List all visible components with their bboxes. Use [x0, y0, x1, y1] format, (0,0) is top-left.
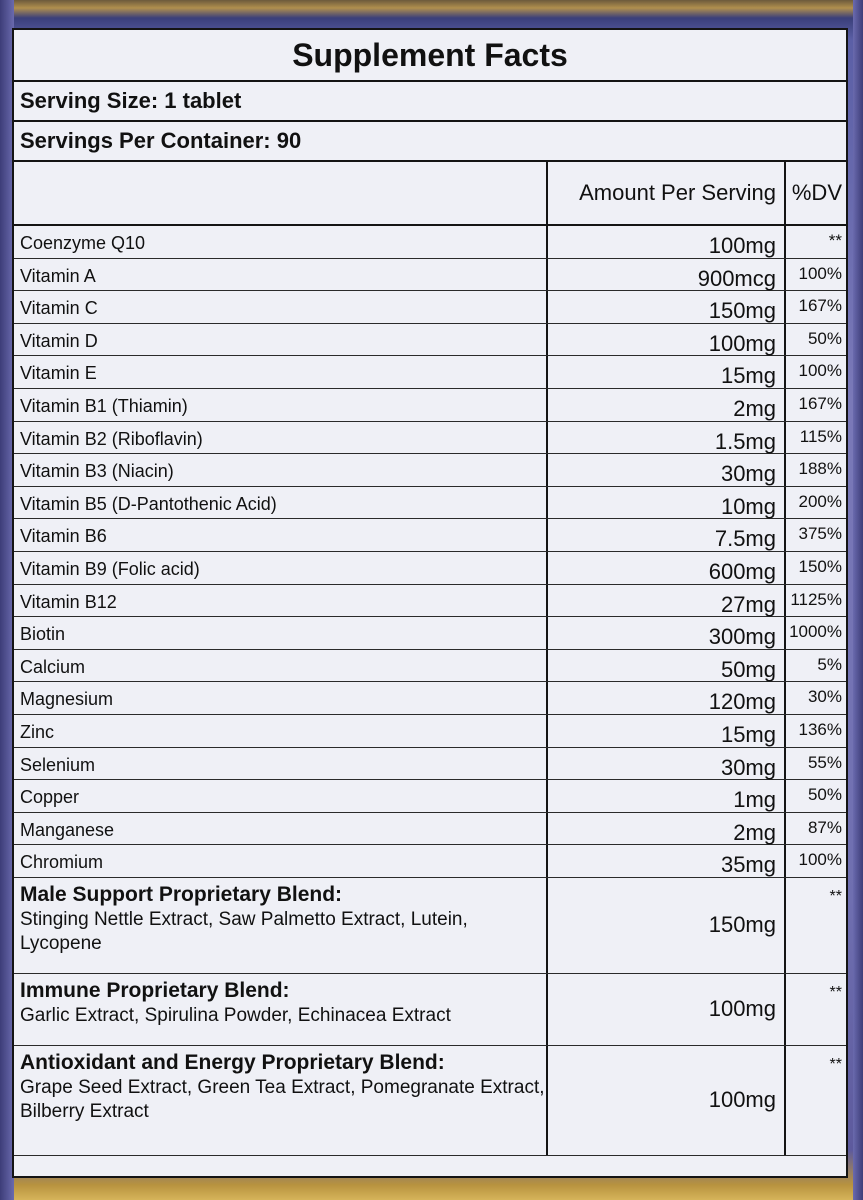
servings-per-container: Servings Per Container: 90: [14, 122, 846, 162]
blend-title: Male Support Proprietary Blend:: [20, 882, 343, 906]
table-row: [14, 748, 846, 781]
blend-dv: **: [829, 887, 842, 905]
nutrient-name: Vitamin B9 (Folic acid): [14, 552, 548, 584]
nutrient-name: Vitamin C: [14, 291, 548, 323]
nutrient-amount: 50mg: [548, 650, 786, 682]
nutrient-dv: 1000%: [789, 622, 842, 642]
table-row: [14, 813, 846, 846]
nutrient-name: Coenzyme Q10: [14, 226, 548, 258]
nutrient-amount: 1mg: [548, 780, 786, 812]
nutrient-name: Vitamin D: [14, 324, 548, 356]
blend-row: [14, 1046, 846, 1156]
blend-title: Antioxidant and Energy Proprietary Blend:: [20, 1050, 445, 1074]
nutrient-amount: 30mg: [548, 748, 786, 780]
nutrient-dv: 200%: [798, 491, 842, 511]
nutrient-name: Vitamin B12: [14, 585, 548, 617]
table-row: [14, 291, 846, 324]
nutrient-amount: 120mg: [548, 682, 786, 714]
table-row: [14, 226, 846, 259]
table-row: [14, 356, 846, 389]
nutrient-name: Vitamin A: [14, 259, 548, 291]
nutrient-dv: 167%: [798, 393, 842, 413]
nutrient-dv: 55%: [807, 752, 842, 772]
nutrient-name: Calcium: [14, 650, 548, 682]
nutrient-dv: 50%: [807, 328, 842, 348]
table-row: [14, 454, 846, 487]
table-row: [14, 422, 846, 455]
table-row: [14, 682, 846, 715]
nutrient-name: Vitamin B6: [14, 519, 548, 551]
table-row: [14, 389, 846, 422]
blend-ingredients: Garlic Extract, Spirulina Powder, Echinacea Extract: [20, 1004, 451, 1026]
blend-ingredients: Grape Seed Extract, Green Tea Extract, Pomegranate Extract, Bilberry Extract: [20, 1076, 545, 1122]
table-row: [14, 650, 846, 683]
nutrient-amount: 15mg: [548, 715, 786, 747]
blend-dv: **: [829, 1055, 842, 1073]
blend-title: Immune Proprietary Blend:: [20, 978, 290, 1002]
nutrient-amount: 2mg: [548, 389, 786, 421]
nutrient-dv: 87%: [807, 817, 842, 837]
nutrient-amount: 7.5mg: [548, 519, 786, 551]
nutrient-name: Vitamin E: [14, 356, 548, 388]
nutrient-dv: 115%: [799, 426, 842, 446]
nutrient-dv: 188%: [798, 459, 842, 479]
table-row: [14, 324, 846, 357]
nutrient-table: [14, 226, 846, 878]
bottle-edge-right: [853, 0, 863, 1200]
nutrient-amount: 300mg: [548, 617, 786, 649]
nutrient-dv: 375%: [798, 524, 842, 544]
blend-amount: 100mg: [548, 1046, 786, 1155]
nutrient-amount: 150mg: [548, 291, 786, 323]
nutrient-amount: 35mg: [548, 845, 786, 877]
nutrient-name: Chromium: [14, 845, 548, 877]
column-header-dv: %DV: [791, 180, 842, 205]
nutrient-name: Vitamin B3 (Niacin): [14, 454, 548, 486]
nutrient-dv: 100%: [798, 361, 842, 381]
nutrient-dv: 136%: [798, 719, 842, 739]
blend-row: [14, 974, 846, 1046]
nutrient-name: Biotin: [14, 617, 548, 649]
nutrient-amount: 27mg: [548, 585, 786, 617]
nutrient-dv: **: [828, 231, 842, 250]
nutrient-dv: 150%: [798, 556, 842, 576]
nutrient-name: Vitamin B1 (Thiamin): [14, 389, 548, 421]
table-row: [14, 617, 846, 650]
nutrient-amount: 30mg: [548, 454, 786, 486]
blend-name: [14, 1046, 548, 1155]
blend-amount: 150mg: [548, 878, 786, 973]
blend-table: [14, 878, 846, 1156]
blend-dv: **: [829, 983, 842, 1001]
nutrient-dv: 1125%: [790, 589, 842, 609]
table-row: [14, 259, 846, 292]
nutrient-dv: 30%: [807, 687, 842, 707]
table-row: [14, 487, 846, 520]
column-header-amount: Amount Per Serving: [548, 162, 786, 224]
column-header-row: [14, 162, 846, 226]
column-header-name: [14, 162, 548, 224]
table-row: [14, 845, 846, 878]
nutrient-amount: 15mg: [548, 356, 786, 388]
label-title: Supplement Facts: [14, 30, 846, 82]
nutrient-name: Vitamin B2 (Riboflavin): [14, 422, 548, 454]
nutrient-name: Magnesium: [14, 682, 548, 714]
nutrient-dv: 100%: [798, 850, 842, 870]
nutrient-amount: 100mg: [548, 226, 786, 258]
nutrient-amount: 1.5mg: [548, 422, 786, 454]
serving-size: Serving Size: 1 tablet: [14, 82, 846, 122]
blend-name: [14, 974, 548, 1045]
table-row: [14, 552, 846, 585]
nutrient-amount: 2mg: [548, 813, 786, 845]
blend-ingredients: Stinging Nettle Extract, Saw Palmetto Extract, Lutein, Lycopene: [20, 908, 468, 954]
nutrient-name: Zinc: [14, 715, 548, 747]
nutrient-amount: 100mg: [548, 324, 786, 356]
blend-row: [14, 878, 846, 974]
nutrient-amount: 600mg: [548, 552, 786, 584]
nutrient-dv: 5%: [817, 654, 842, 674]
supplement-facts-label: [12, 28, 848, 1178]
nutrient-name: Selenium: [14, 748, 548, 780]
table-row: [14, 715, 846, 748]
nutrient-dv: 167%: [798, 296, 842, 316]
nutrient-dv: 100%: [798, 263, 842, 283]
nutrient-name: Manganese: [14, 813, 548, 845]
nutrient-dv: 50%: [807, 785, 842, 805]
blend-amount: 100mg: [548, 974, 786, 1045]
blend-name: [14, 878, 548, 973]
nutrient-name: Copper: [14, 780, 548, 812]
nutrient-amount: 900mcg: [548, 259, 786, 291]
table-row: [14, 519, 846, 552]
nutrient-name: Vitamin B5 (D-Pantothenic Acid): [14, 487, 548, 519]
table-row: [14, 780, 846, 813]
nutrient-amount: 10mg: [548, 487, 786, 519]
table-row: [14, 585, 846, 618]
